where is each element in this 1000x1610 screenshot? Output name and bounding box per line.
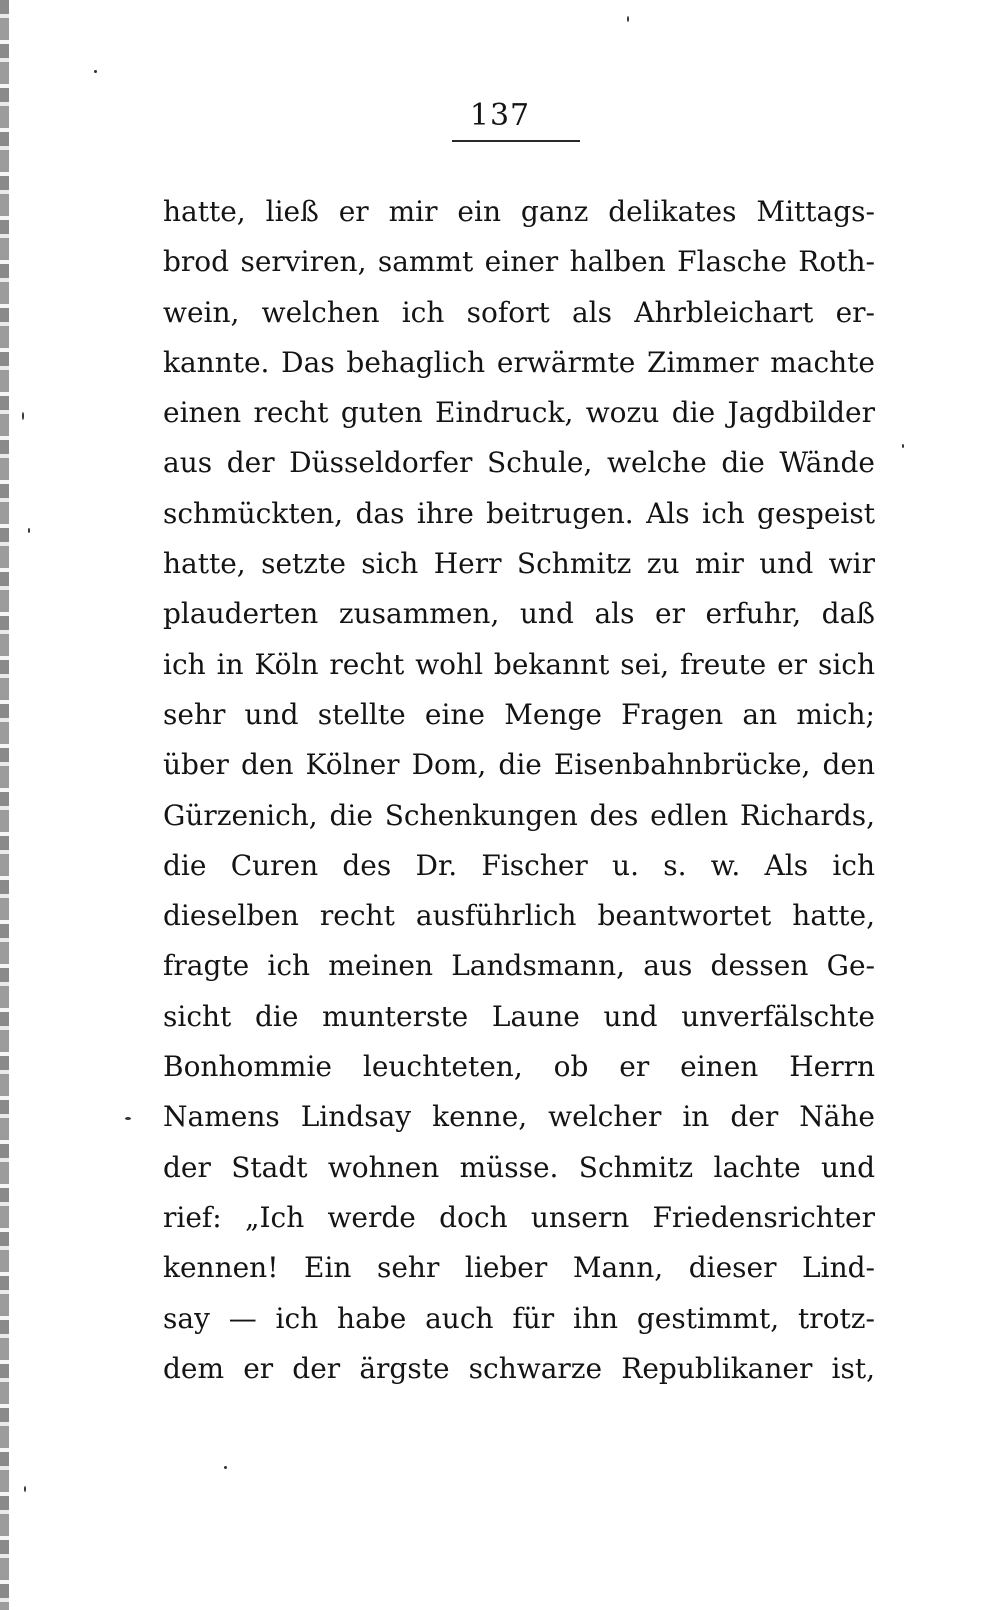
scan-speck	[24, 1486, 26, 1492]
text-line: hatte, setzte sich Herr Schmitz zu mir und wir	[163, 547, 875, 581]
text-line: Namens Lindsay kenne, welcher in der Nähe	[163, 1100, 875, 1134]
scan-speck	[224, 1466, 227, 1469]
text-line: über den Kölner Dom, die Eisenbahnbrücke, den	[163, 748, 875, 782]
text-line: say — ich habe auch für ihn gestimmt, trotz-	[163, 1301, 875, 1335]
text-line: rief: „Ich werde doch unsern Friedensrichter	[163, 1200, 875, 1234]
page-number: 137	[469, 98, 531, 133]
text-line: Gürzenich, die Schenkungen des edlen Richards,	[163, 798, 875, 832]
text-line: sicht die munterste Laune und unverfälschte	[163, 999, 875, 1033]
scan-speck	[125, 1117, 131, 1120]
text-line: dieselben recht ausführlich beantwortet hatte,	[163, 899, 875, 933]
text-line: hatte, ließ er mir ein ganz delikates Mittags-	[163, 195, 875, 228]
text-line: aus der Düsseldorfer Schule, welche die Wände	[163, 446, 875, 480]
body-text	[163, 187, 875, 1394]
text-line: die Curen des Dr. Fischer u. s. w. Als ich	[163, 848, 875, 882]
scan-speck	[28, 528, 30, 533]
scan-speck	[902, 444, 904, 448]
text-line: fragte ich meinen Landsmann, aus dessen Ge-	[163, 949, 875, 983]
text-line: brod serviren, sammt einer halben Flasche Roth-	[163, 245, 875, 279]
text-line: der Stadt wohnen müsse. Schmitz lachte und	[163, 1150, 875, 1184]
scan-speck	[22, 412, 24, 420]
text-line: schmückten, das ihre beitrugen. Als ich gespeist	[163, 496, 875, 530]
text-line: ich in Köln recht wohl bekannt sei, freute er sich	[163, 647, 875, 681]
text-line: kennen! Ein sehr lieber Mann, dieser Lind-	[163, 1251, 875, 1285]
text-line: dem er der ärgste schwarze Republikaner ist,	[163, 1351, 875, 1385]
text-line: wein, welchen ich sofort als Ahrbleichart er-	[163, 295, 875, 329]
text-line: kannte. Das behaglich erwärmte Zimmer machte	[163, 345, 875, 379]
page-left-edge	[0, 0, 9, 1610]
text-line: einen recht guten Eindruck, wozu die Jagdbilder	[163, 396, 875, 430]
scan-speck	[94, 70, 97, 73]
text-line: Bonhommie leuchteten, ob er einen Herrn	[163, 1050, 875, 1084]
scan-speck	[627, 16, 629, 22]
text-line: sehr und stellte eine Menge Fragen an mich;	[163, 697, 875, 731]
page-number-rule	[452, 140, 580, 142]
text-line: plauderten zusammen, und als er erfuhr, daß	[163, 597, 875, 631]
